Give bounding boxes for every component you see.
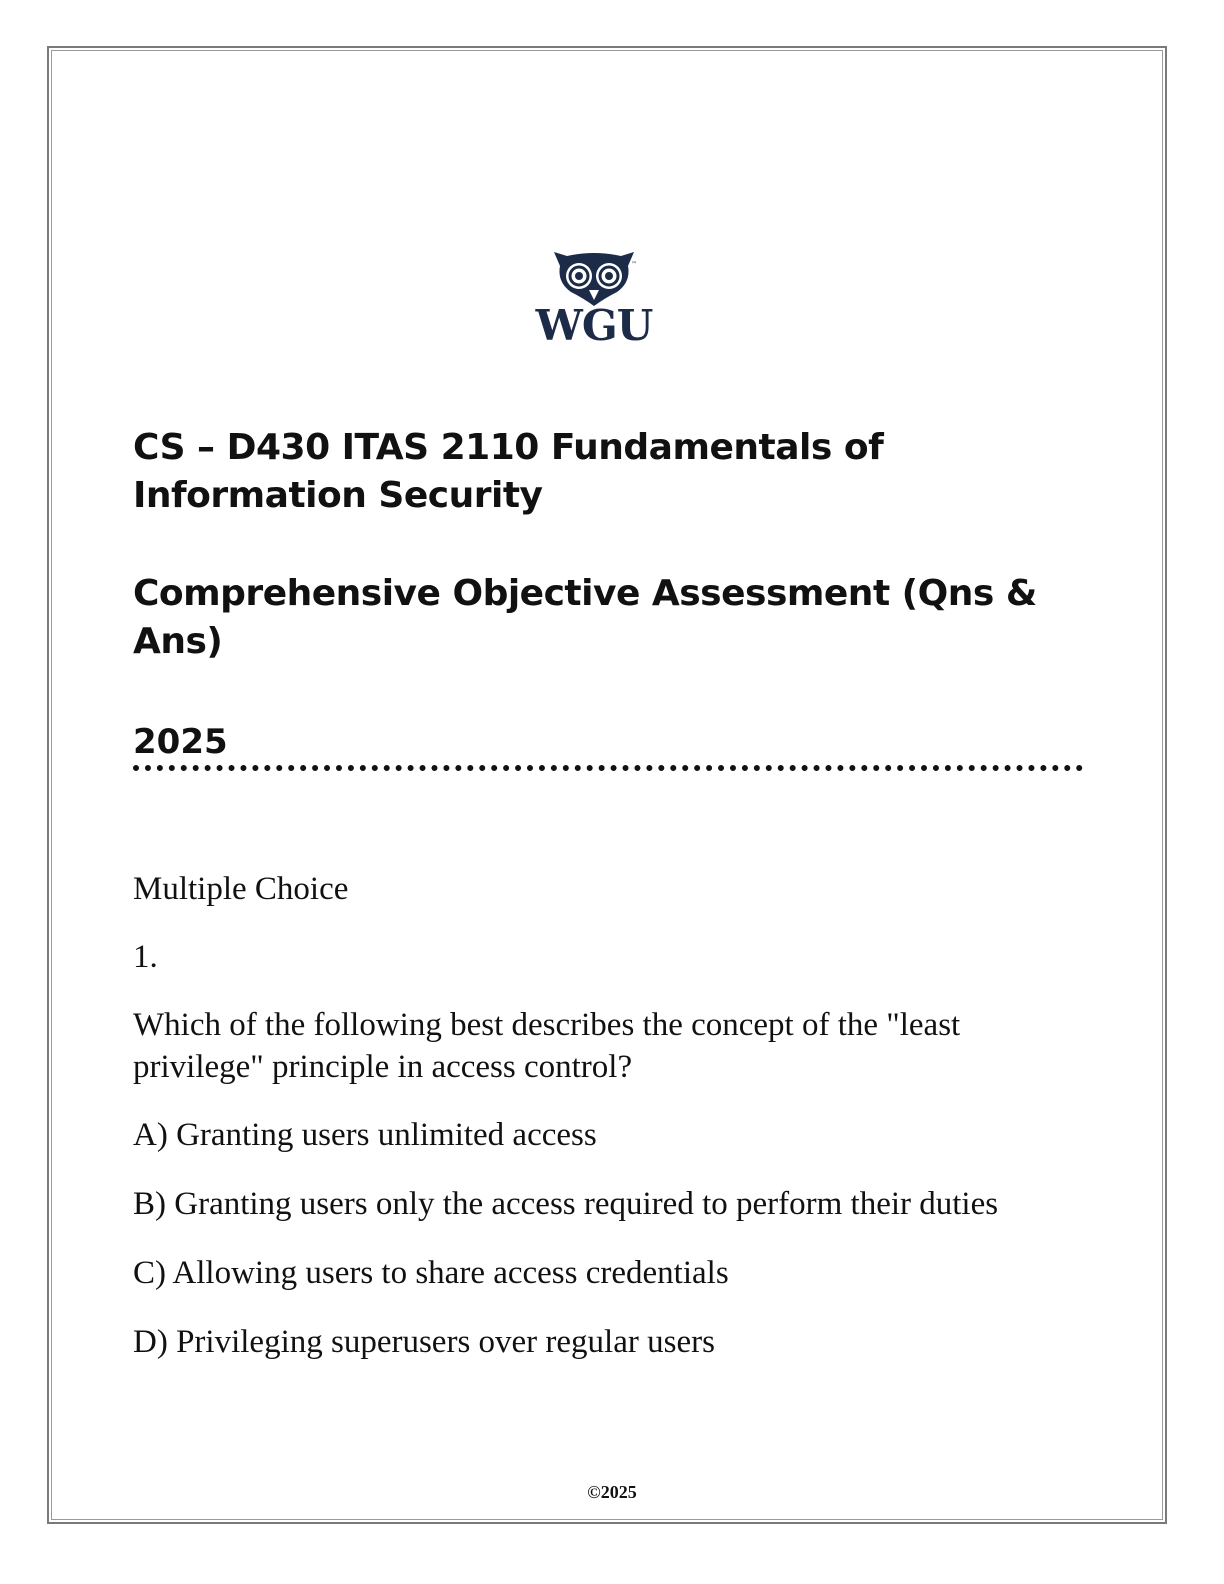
question-section (133, 868, 1093, 1390)
option-a: A) Granting users unlimited access (133, 1117, 597, 1153)
dotted-divider (133, 765, 1083, 771)
copyright-footer: ©2025 (587, 1482, 637, 1502)
title-line-1: CS – D430 ITAS 2110 Fundamentals of (133, 427, 884, 468)
section-label: Multiple Choice (133, 871, 349, 907)
page-title (133, 424, 1093, 520)
document-header (133, 424, 1093, 762)
option-b: B) Granting users only the access required to perform their duties (133, 1186, 999, 1222)
year-heading: 2025 (133, 722, 228, 762)
question-number: 1. (133, 939, 158, 975)
logo-text: WGU (535, 301, 653, 350)
question-text: Which of the following best describes the concept of the "least privilege" principle in access control? (133, 1007, 961, 1085)
page-subtitle (133, 570, 1093, 666)
option-d: D) Privileging superusers over regular users (133, 1324, 715, 1360)
subtitle-line-1: Comprehensive Objective Assessment (Qns & (133, 573, 1037, 614)
wgu-logo (527, 236, 661, 368)
owl-icon (527, 236, 661, 306)
svg-text:™: ™ (631, 261, 637, 268)
subtitle-line-2: Ans) (133, 621, 223, 662)
option-c: C) Allowing users to share access credentials (133, 1255, 729, 1291)
title-line-2: Information Security (133, 475, 543, 516)
